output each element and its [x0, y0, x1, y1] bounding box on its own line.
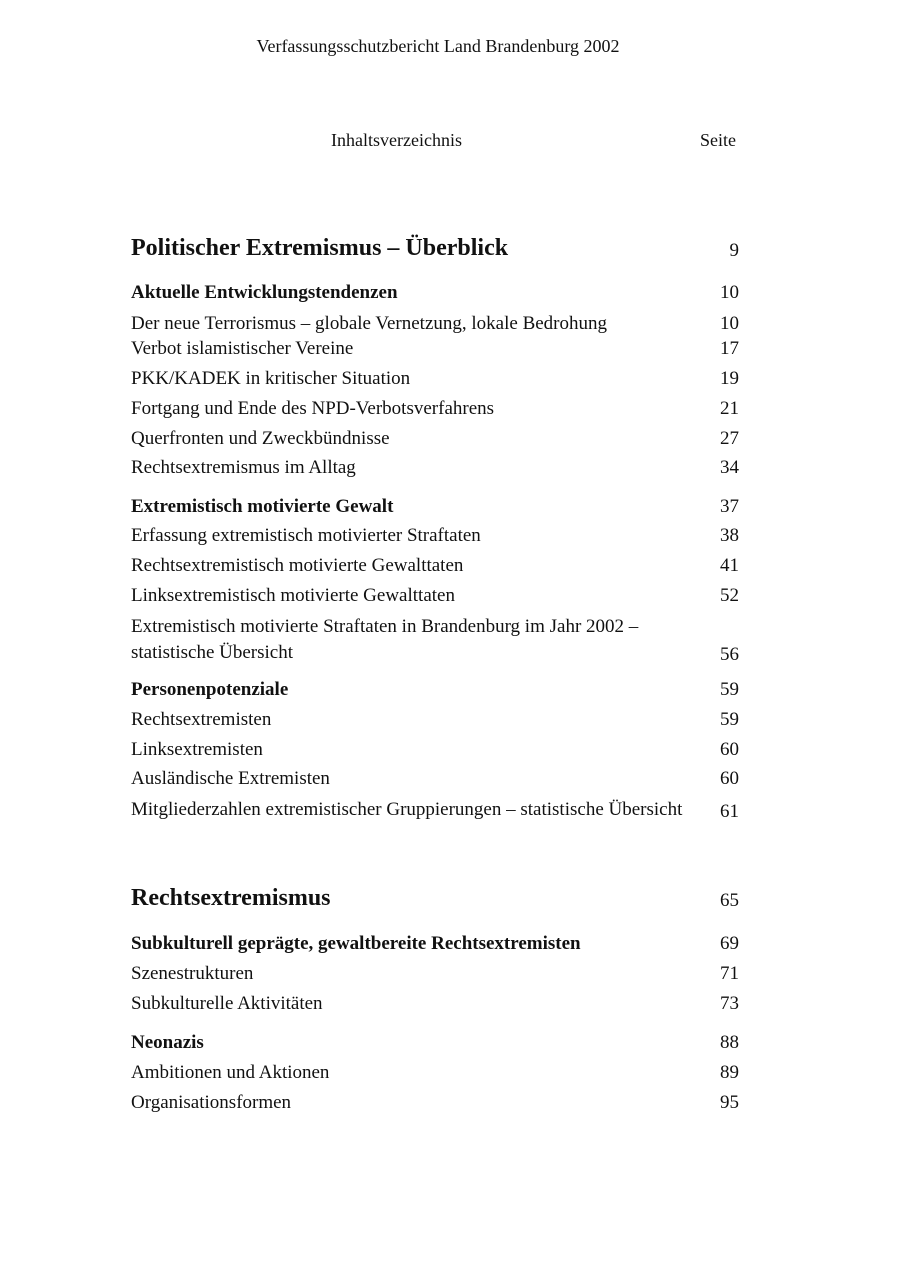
toc-entry-title: Organisationsformen [131, 1092, 292, 1113]
toc-entry[interactable] [131, 739, 739, 761]
toc-heading: Inhaltsverzeichnis [331, 130, 462, 150]
toc-entry-page: 41 [720, 555, 739, 576]
toc-entry[interactable] [131, 1062, 739, 1084]
toc-entry[interactable] [131, 555, 739, 577]
toc-entry-chapter[interactable] [131, 235, 739, 262]
toc-entry-title: Der neue Terrorismus – globale Vernetzung, lokale Bedrohung [131, 313, 608, 334]
toc-entry[interactable] [131, 525, 739, 547]
toc-entry-page: 21 [720, 398, 739, 419]
toc-entry-page: 10 [720, 313, 739, 334]
toc-entry[interactable] [131, 768, 739, 790]
toc-entry[interactable] [131, 993, 739, 1015]
toc-entry-page: 65 [720, 890, 739, 911]
toc-entry-section[interactable] [131, 282, 739, 304]
toc-entry-title: Extremistisch motivierte Straftaten in Brandenburg im Jahr 2002 – statistische Übersicht [131, 616, 639, 663]
toc-entry-page: 71 [720, 963, 739, 984]
toc-entry-title: Verbot islamistischer Vereine [131, 338, 354, 359]
toc-entry-page: 60 [720, 739, 739, 760]
toc-entry-title: Querfronten und Zweckbündnisse [131, 428, 390, 449]
toc-entry-title: Extremistisch motivierte Gewalt [131, 496, 394, 517]
toc-entry-section[interactable] [131, 496, 739, 518]
toc-entry-page: 59 [720, 679, 739, 700]
toc-entry-page: 89 [720, 1062, 739, 1083]
toc-entry-page: 69 [720, 933, 739, 954]
toc-entry-title: Linksextremisten [131, 739, 263, 760]
toc-entry-page: 95 [720, 1092, 739, 1113]
document-header: Verfassungsschutzbericht Land Brandenburg 2002 [256, 36, 620, 56]
toc-entry-title: Personenpotenziale [131, 679, 289, 700]
toc-entry-page: 59 [720, 709, 739, 730]
toc-entry-section[interactable] [131, 1032, 739, 1054]
toc-entry[interactable] [131, 457, 739, 479]
toc-entry-title: Rechtsextremismus im Alltag [131, 457, 356, 478]
toc-entry-title: Politischer Extremismus – Überblick [131, 235, 509, 261]
toc-entry-page: 9 [729, 240, 739, 261]
toc-entry-section[interactable] [131, 679, 739, 701]
toc-entry-page: 34 [720, 457, 739, 478]
toc-entry-title: Ambitionen und Aktionen [131, 1062, 330, 1083]
toc-entry-title: Rechtsextremismus [131, 885, 331, 911]
toc-entry-section[interactable] [131, 933, 739, 955]
toc-entry-title: Ausländische Extremisten [131, 768, 330, 789]
toc-entry-page: 38 [720, 525, 739, 546]
toc-entry[interactable] [131, 709, 739, 731]
toc-entry-page: 61 [720, 801, 739, 822]
toc-entry-title: Rechtsextremisten [131, 709, 272, 730]
toc-entry[interactable] [131, 1092, 739, 1114]
toc-entry-title: Subkulturelle Aktivitäten [131, 993, 323, 1014]
toc-entry[interactable] [131, 428, 739, 450]
toc-entry-title: PKK/KADEK in kritischer Situation [131, 368, 411, 389]
toc-entry[interactable] [131, 338, 739, 360]
toc-entry-page: 88 [720, 1032, 739, 1053]
toc-entry[interactable] [131, 614, 739, 666]
toc-entry-title: Linksextremistisch motivierte Gewalttaten [131, 585, 455, 606]
toc-entry-page: 19 [720, 368, 739, 389]
toc-entry-title: Aktuelle Entwicklungstendenzen [131, 282, 398, 303]
toc-entry-chapter[interactable] [131, 885, 739, 912]
toc-entry-page: 56 [720, 644, 739, 665]
toc-entry[interactable] [131, 585, 739, 607]
toc-entry[interactable] [131, 963, 739, 985]
toc-entry-title: Subkulturell geprägte, gewaltbereite Rechtsextremisten [131, 933, 581, 954]
toc-entry-page: 37 [720, 496, 739, 517]
toc-entry-title: Neonazis [131, 1032, 204, 1053]
toc-entry-title: Mitgliederzahlen extremistischer Gruppierungen – statistische Übersicht [131, 799, 683, 820]
toc-entry-page: 27 [720, 428, 739, 449]
toc-entry-page: 17 [720, 338, 739, 359]
toc-entry-title: Erfassung extremistisch motivierter Straftaten [131, 525, 481, 546]
toc-entry[interactable] [131, 368, 739, 390]
toc-page-column-heading: Seite [700, 130, 736, 150]
toc-entry-page: 52 [720, 585, 739, 606]
toc-entry-title: Rechtsextremistisch motivierte Gewalttaten [131, 555, 464, 576]
toc-entry-page: 60 [720, 768, 739, 789]
toc-entry-title: Szenestrukturen [131, 963, 254, 984]
toc-entry-title: Fortgang und Ende des NPD-Verbotsverfahrens [131, 398, 495, 419]
toc-entry-page: 73 [720, 993, 739, 1014]
toc-entry[interactable] [131, 398, 739, 420]
toc-entry[interactable] [131, 313, 739, 335]
toc-entry-page: 10 [720, 282, 739, 303]
toc-entry[interactable] [131, 797, 739, 823]
